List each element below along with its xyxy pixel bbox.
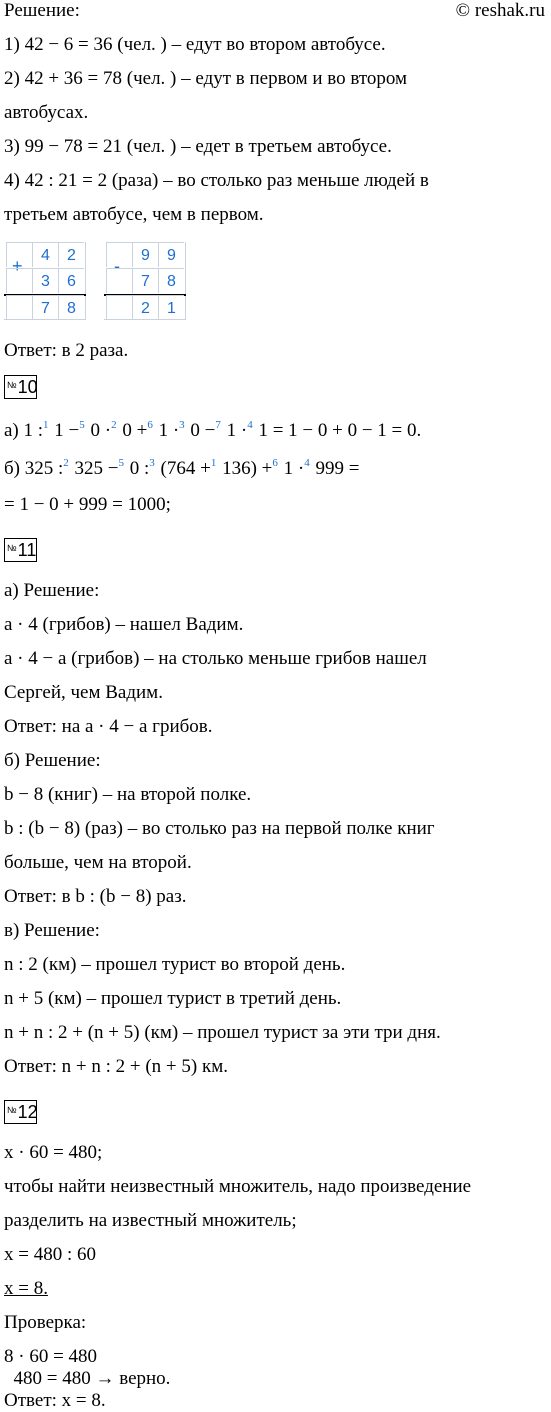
task11-line: n + n : 2 + (n + 5) (км) – прошел турист за эти три дня. (4, 1022, 441, 1043)
order-number: 1 (210, 457, 217, 469)
task11-line: n : 2 (км) – прошел турист во второй день. (4, 954, 346, 975)
column-subtraction (104, 242, 186, 320)
minus-sign: - (114, 256, 120, 276)
order-number: 6 (272, 457, 278, 469)
digit: 6 (58, 268, 84, 293)
copyright-label: © reshak.ru (455, 0, 545, 21)
order-number: 2 (111, 419, 117, 431)
task11-line: в) Решение: (4, 920, 100, 941)
task10-b-expression: б) 325 :$^2$ 325 −$^5$ 0 :$^3$ (764 +$^1$ 136) +$^6$ 1 ·$^4$ 999 = (4, 457, 360, 479)
step-3: 3) 99 − 78 = 21 (чел. ) – едет в третьем автобусе. (4, 136, 392, 157)
task10-b-result: = 1 − 0 + 999 = 1000; (4, 494, 171, 515)
column-addition (4, 242, 86, 320)
solution-heading: Решение: (4, 0, 80, 21)
digit: 7 (132, 268, 158, 293)
task11-answer: Ответ: на a · 4 − a грибов. (4, 716, 213, 737)
step-2-continued: автобусах. (4, 102, 89, 123)
task-number-badge: №11 (4, 538, 37, 562)
task11-answer: Ответ: в b : (b − 8) раз. (4, 886, 187, 907)
task11-line: б) Решение: (4, 750, 101, 771)
digit: 8 (58, 295, 84, 320)
order-number: 1 (43, 419, 49, 431)
task11-line: b − 8 (книг) – на второй полке. (4, 784, 252, 805)
order-number: 3 (179, 419, 185, 431)
order-number: 7 (215, 419, 221, 431)
task11-line: a · 4 (грибов) – нашел Вадим. (4, 614, 244, 635)
step-1: 1) 42 − 6 = 36 (чел. ) – едут во втором автобусе. (4, 34, 386, 55)
task11-answer: Ответ: n + n : 2 + (n + 5) км. (4, 1056, 228, 1077)
task11-line: Сергей, чем Вадим. (4, 682, 163, 703)
digit: 8 (158, 268, 184, 293)
task12-line: чтобы найти неизвестный множитель, надо произведение (4, 1176, 472, 1197)
order-number: 3 (149, 457, 155, 469)
digit: 7 (32, 295, 58, 320)
task-number-badge: №12 (4, 1100, 37, 1124)
step-4-continued: третьем автобусе, чем в первом. (4, 204, 264, 225)
task11-line: n + 5 (км) – прошел турист в третий день. (4, 988, 342, 1009)
digit: 4 (32, 242, 58, 267)
order-number: 4 (247, 419, 253, 431)
digit: 1 (158, 295, 184, 320)
answer-task9: Ответ: в 2 раза. (4, 340, 129, 361)
digit: 9 (158, 242, 184, 267)
task12-line: x = 480 : 60 (4, 1244, 96, 1265)
task10-a-expression: а) 1 :$^1$ 1 −$^5$ 0 ·$^2$ 0 +$^6$ 1 ·$^3$ 0 −$^7$ 1 ·$^4$ 1 = 1 − 0 + 0 − 1 = 0. (4, 419, 422, 441)
step-4: 4) 42 : 21 = 2 (раза) – во столько раз меньше людей в (4, 170, 429, 191)
order-number: 5 (79, 419, 85, 431)
task12-line: разделить на известный множитель; (4, 1210, 297, 1231)
task11-line: a · 4 − a (грибов) – на столько меньше грибов нашел (4, 648, 427, 669)
digit: 2 (132, 295, 158, 320)
digit: 2 (58, 242, 84, 267)
task12-line: 8 · 60 = 480 (4, 1346, 98, 1367)
order-number: 2 (63, 457, 69, 469)
order-number: 6 (147, 419, 153, 431)
plus-sign: + (12, 256, 23, 276)
task12-check-heading: Проверка: (4, 1312, 87, 1333)
digit: 9 (132, 242, 158, 267)
task12-line: x · 60 = 480; (4, 1142, 103, 1163)
task-number-badge: №10 (4, 375, 37, 399)
task12-solution: x = 8. (4, 1278, 48, 1299)
order-number: 5 (118, 457, 124, 469)
task12-answer: Ответ: x = 8. (4, 1390, 106, 1411)
task11-line: b : (b − 8) (раз) – во столько раз на первой полке книг (4, 818, 435, 839)
step-2: 2) 42 + 36 = 78 (чел. ) – едут в первом и во втором (4, 68, 408, 89)
task11-line: больше, чем на второй. (4, 852, 192, 873)
order-number: 4 (304, 457, 310, 469)
task11-line: а) Решение: (4, 580, 100, 601)
digit: 3 (32, 268, 58, 293)
task12-line: 480 = 480 → верно. (4, 1368, 171, 1389)
